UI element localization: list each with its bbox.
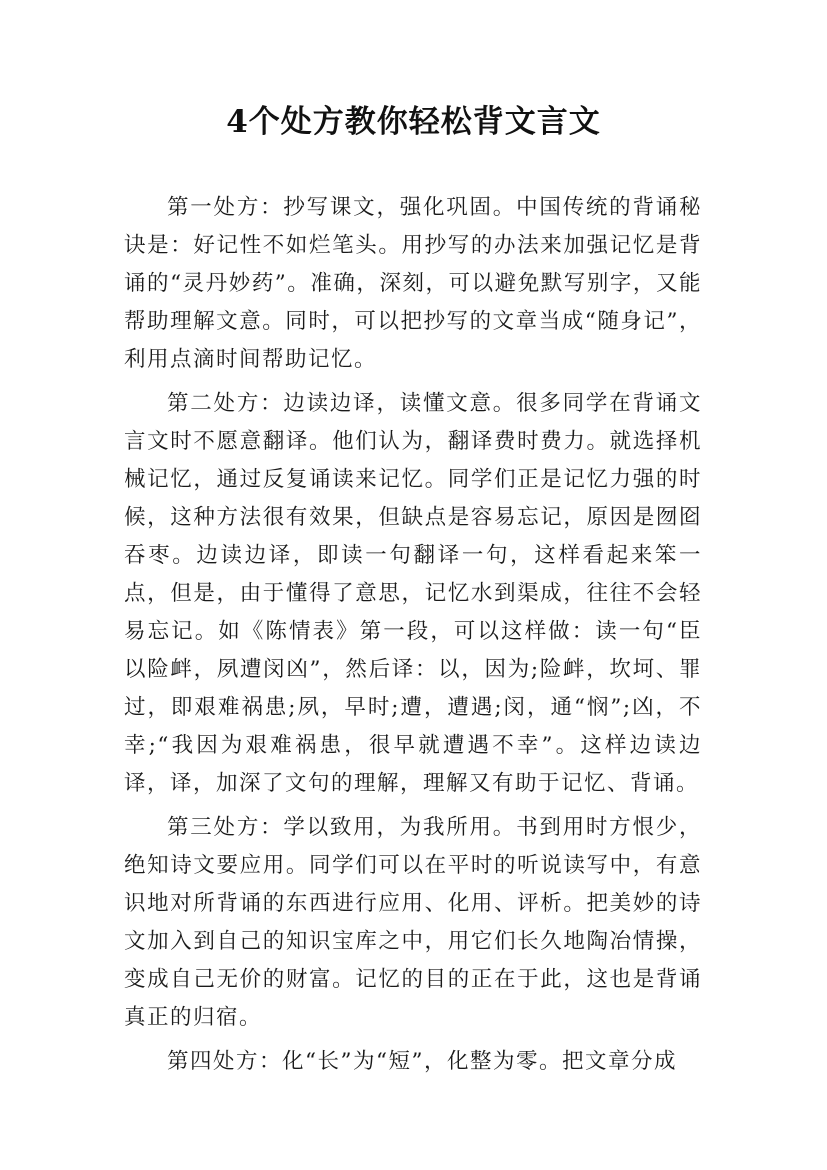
document-title: 4个处方教你轻松背文言文 [226,104,601,140]
document-body [124,189,702,1087]
paragraph-4: 第四处方：化“长”为“短”，化整为零。把文章分成 [167,1049,677,1074]
paragraph-3: 第三处方：学以致用，为我所用。书到用时方恨少，绝知诗文要应用。同学们可以在平时的听说读写中，有意识地对所背诵的东西进行应用、化用、评析。把美妙的诗文加入到自己的知识宝库之中，用它们长久地陶冶情操，变成自己无价的财富。记忆的目的正在于此，这也是背诵真正的归宿。 [124,815,702,1030]
paragraph-1: 第一处方：抄写课文，强化巩固。中国传统的背诵秘诀是：好记性不如烂笔头。用抄写的办法来加强记忆是背诵的“灵丹妙药”。准确，深刻，可以避免默写别字，又能帮助理解文意。同时，可以把抄写的文章当成“随身记”，利用点滴时间帮助记忆。 [124,195,702,372]
paragraph-2: 第二处方：边读边译，读懂文意。很多同学在背诵文言文时不愿意翻译。他们认为，翻译费时费力。就选择机械记忆，通过反复诵读来记忆。同学们正是记忆力强的时候，这种方法很有效果，但缺点是容易忘记，原因是囫囵吞枣。边读边译，即读一句翻译一句，这样看起来笨一点，但是，由于懂得了意思，记忆水到渠成，往往不会轻易忘记。如《陈情表》第一段，可以这样做：读一句“臣以险衅，夙遭闵凶”，然后译：以，因为;险衅，坎坷、罪过，即艰难祸患;夙，早时;遭，遭遇;闵，通“悯”;凶，不幸;“我因为艰难祸患，很早就遭遇不幸”。这样边读边译，译，加深了文句的理解，理解又有助于记忆、背诵。 [124,391,702,796]
